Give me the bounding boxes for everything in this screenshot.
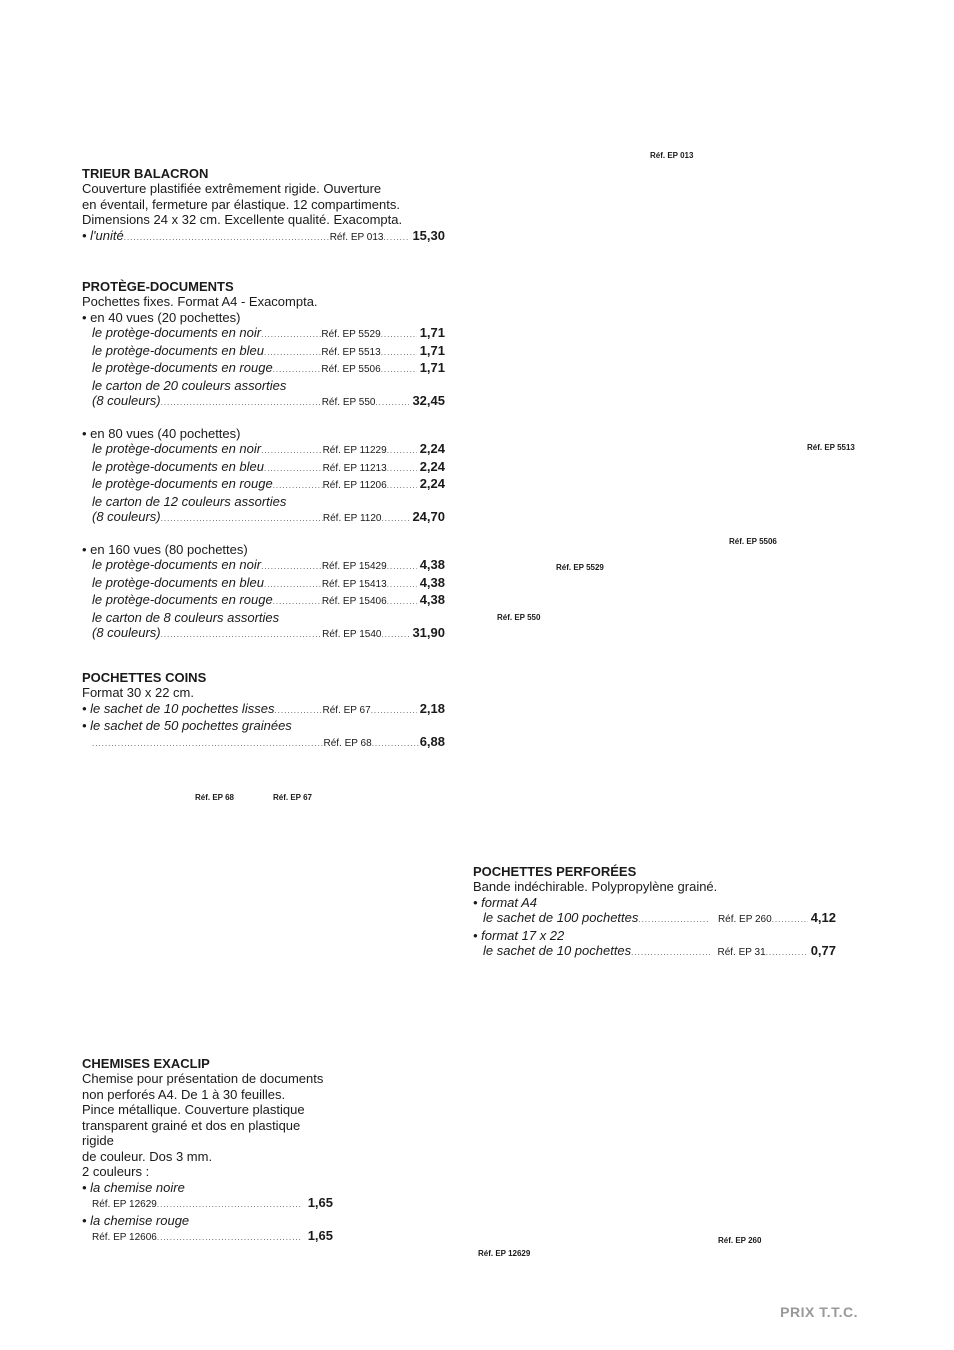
item-price: 0,77 bbox=[810, 943, 836, 958]
price-line bbox=[82, 1228, 333, 1246]
carton-label: le carton de 20 couleurs assorties bbox=[92, 377, 287, 393]
leader-dots bbox=[161, 627, 323, 643]
item-ref: Réf. EP 013 bbox=[329, 231, 384, 243]
footer-price-note: PRIX T.T.C. bbox=[780, 1304, 858, 1320]
trieur-desc-2: en éventail, fermeture par élastique. 12 compartiments. bbox=[82, 196, 400, 212]
leader-dots bbox=[273, 362, 322, 378]
leader-dots bbox=[387, 443, 417, 459]
item-price: 1,65 bbox=[307, 1195, 333, 1210]
perforees-desc: Bande indéchirable. Polypropylène grainé. bbox=[473, 879, 718, 894]
leader-dots bbox=[387, 478, 417, 494]
item-price: 2,24 bbox=[419, 441, 445, 456]
format-heading: • format 17 x 22 bbox=[473, 927, 565, 943]
leader-dots bbox=[264, 345, 321, 361]
leader-dots bbox=[772, 912, 808, 928]
image-label-ep550: Réf. EP 550 bbox=[497, 613, 541, 622]
price-line bbox=[82, 625, 445, 643]
leader-dots bbox=[371, 703, 417, 719]
leader-dots bbox=[157, 1230, 301, 1246]
price-line bbox=[82, 393, 445, 411]
item-price: 6,88 bbox=[419, 733, 445, 749]
leader-dots bbox=[381, 627, 409, 643]
item-label: • la chemise rouge bbox=[82, 1212, 190, 1228]
trieur-title: TRIEUR BALACRON bbox=[82, 166, 209, 181]
item-price: 1,65 bbox=[307, 1228, 333, 1243]
price-line bbox=[82, 325, 445, 343]
chemises-title: CHEMISES EXACLIP bbox=[82, 1056, 210, 1071]
item-price: 32,45 bbox=[412, 393, 445, 408]
item-ref: Réf. EP 1540 bbox=[322, 629, 382, 640]
coins-section bbox=[82, 670, 445, 751]
chemises-desc-4: transparent grainé et dos en plastique rigide bbox=[82, 1117, 301, 1148]
item-label: le protège-documents en bleu bbox=[92, 458, 265, 474]
image-label-ep260: Réf. EP 260 bbox=[718, 1236, 762, 1245]
item-label: le sachet de 100 pochettes bbox=[483, 910, 639, 925]
trieur-desc-3: Dimensions 24 x 32 cm. Excellente qualité. Exacompta. bbox=[82, 212, 403, 227]
item-ref: Réf. EP 11206 bbox=[322, 480, 387, 491]
item-price: 2,18 bbox=[419, 700, 445, 716]
item-label: le sachet de 10 pochettes bbox=[483, 943, 632, 958]
leader-dots bbox=[261, 443, 322, 459]
image-label-ep67: Réf. EP 67 bbox=[273, 793, 312, 802]
price-line bbox=[473, 943, 836, 961]
image-label-ep68: Réf. EP 68 bbox=[195, 793, 234, 802]
leader-dots bbox=[381, 511, 409, 527]
price-line bbox=[82, 509, 445, 527]
chemises-desc-2: non perforés A4. De 1 à 30 feuilles. bbox=[82, 1086, 286, 1102]
leader-dots bbox=[161, 511, 323, 527]
image-label-ep5513: Réf. EP 5513 bbox=[807, 443, 855, 452]
chemises-desc-1: Chemise pour présentation de documents bbox=[82, 1071, 324, 1086]
item-label: le protège-documents en bleu bbox=[92, 574, 265, 590]
item-price: 31,90 bbox=[412, 625, 445, 640]
item-ref: Réf. EP 12629 bbox=[92, 1199, 157, 1210]
item-label: • l'unité bbox=[82, 227, 124, 243]
item-label: (8 couleurs) bbox=[92, 625, 161, 640]
item-ref: Réf. EP 11229 bbox=[322, 445, 387, 456]
protege-title: PROTÈGE-DOCUMENTS bbox=[82, 279, 234, 294]
leader-dots bbox=[264, 461, 323, 477]
protege-section bbox=[82, 279, 445, 643]
item-ref: Réf. EP 5513 bbox=[321, 346, 381, 358]
item-label: le protège-documents en rouge bbox=[92, 592, 273, 607]
image-label-ep5506: Réf. EP 5506 bbox=[729, 537, 777, 546]
leader-dots bbox=[124, 230, 330, 246]
item-ref: Réf. EP 68 bbox=[323, 737, 372, 749]
carton-label: le carton de 12 couleurs assorties bbox=[92, 493, 287, 509]
leader-dots bbox=[381, 345, 417, 361]
price-line bbox=[82, 360, 445, 378]
item-price: 1,71 bbox=[419, 342, 445, 358]
item-ref: Réf. EP 5529 bbox=[321, 329, 381, 340]
leader-dots bbox=[631, 945, 709, 961]
coins-desc: Format 30 x 22 cm. bbox=[82, 685, 194, 700]
leader-dots bbox=[274, 703, 322, 719]
price-line bbox=[82, 592, 445, 610]
leader-dots bbox=[157, 1197, 301, 1213]
item-ref: Réf. EP 15413 bbox=[321, 578, 387, 590]
item-label: le protège-documents en bleu bbox=[92, 342, 265, 358]
price-line bbox=[82, 734, 445, 752]
price-line bbox=[82, 343, 445, 361]
chemises-section bbox=[82, 1056, 333, 1246]
leader-dots bbox=[375, 395, 409, 411]
price-line bbox=[82, 476, 445, 494]
item-label: le protège-documents en noir bbox=[92, 325, 262, 340]
leader-dots bbox=[387, 577, 417, 593]
leader-dots bbox=[264, 577, 322, 593]
item-price: 2,24 bbox=[419, 458, 445, 474]
group-heading: • en 160 vues (80 pochettes) bbox=[82, 541, 248, 557]
price-line bbox=[82, 1195, 333, 1213]
leader-dots bbox=[387, 594, 417, 610]
price-line bbox=[82, 557, 445, 575]
item-ref: Réf. EP 67 bbox=[322, 704, 371, 716]
price-line bbox=[82, 575, 445, 593]
coins-title: POCHETTES COINS bbox=[82, 670, 207, 685]
perforees-section bbox=[473, 864, 836, 961]
item-ref: Réf. EP 11213 bbox=[322, 462, 387, 474]
image-label-ep12629: Réf. EP 12629 bbox=[478, 1249, 531, 1258]
item-price: 4,38 bbox=[419, 557, 445, 572]
item-label: (8 couleurs) bbox=[92, 393, 161, 408]
item-label: • le sachet de 50 pochettes grainées bbox=[82, 718, 292, 733]
protege-group-160 bbox=[82, 542, 445, 643]
item-price: 2,24 bbox=[419, 476, 445, 491]
item-ref: Réf. EP 5506 bbox=[321, 364, 381, 375]
image-label-ep5529: Réf. EP 5529 bbox=[556, 563, 604, 572]
item-label: le protège-documents en noir bbox=[92, 557, 262, 572]
leader-dots bbox=[387, 461, 417, 477]
item-ref: Réf. EP 15406 bbox=[321, 596, 387, 607]
leader-dots bbox=[92, 736, 324, 752]
trieur-desc-1: Couverture plastifiée extrêmement rigide. Ouverture bbox=[82, 181, 382, 196]
item-label: • le sachet de 10 pochettes lisses bbox=[82, 700, 275, 716]
chemises-desc-6: 2 couleurs : bbox=[82, 1164, 150, 1179]
item-price: 4,38 bbox=[419, 574, 445, 590]
item-price: 1,71 bbox=[419, 325, 445, 340]
leader-dots bbox=[261, 327, 321, 343]
leader-dots bbox=[273, 594, 322, 610]
price-line bbox=[82, 441, 445, 459]
trieur-section bbox=[82, 166, 445, 245]
item-label: (8 couleurs) bbox=[92, 509, 161, 524]
price-line bbox=[473, 910, 836, 928]
item-ref: Réf. EP 550 bbox=[321, 397, 376, 408]
item-price: 15,30 bbox=[412, 227, 445, 243]
item-label: le protège-documents en rouge bbox=[92, 476, 273, 491]
leader-dots bbox=[766, 945, 808, 961]
item-price: 24,70 bbox=[412, 509, 445, 524]
price-line bbox=[82, 459, 445, 477]
leader-dots bbox=[381, 327, 417, 343]
price-line bbox=[82, 701, 445, 719]
price-line bbox=[82, 228, 445, 246]
protege-group-40 bbox=[82, 310, 445, 411]
leader-dots bbox=[372, 736, 420, 752]
format-heading: • format A4 bbox=[473, 894, 538, 910]
chemises-desc-5: de couleur. Dos 3 mm. bbox=[82, 1148, 213, 1164]
leader-dots bbox=[261, 559, 322, 575]
item-ref: Réf. EP 12606 bbox=[92, 1232, 157, 1243]
item-ref: Réf. EP 31 bbox=[717, 947, 766, 958]
group-heading: • en 80 vues (40 pochettes) bbox=[82, 425, 241, 441]
leader-dots bbox=[383, 230, 409, 246]
leader-dots bbox=[273, 478, 323, 494]
chemises-desc-3: Pince métallique. Couverture plastique bbox=[82, 1102, 305, 1117]
group-heading: • en 40 vues (20 pochettes) bbox=[82, 309, 241, 325]
protege-group-80 bbox=[82, 426, 445, 527]
item-label: le protège-documents en rouge bbox=[92, 360, 273, 375]
perforees-title: POCHETTES PERFORÉES bbox=[473, 864, 637, 879]
leader-dots bbox=[638, 912, 710, 928]
item-price: 1,71 bbox=[419, 360, 445, 375]
item-price: 4,12 bbox=[810, 910, 836, 925]
item-ref: Réf. EP 15429 bbox=[321, 561, 387, 572]
item-ref: Réf. EP 1120 bbox=[322, 513, 382, 524]
leader-dots bbox=[387, 559, 417, 575]
protege-desc: Pochettes fixes. Format A4 - Exacompta. bbox=[82, 294, 318, 309]
item-label: • la chemise noire bbox=[82, 1179, 185, 1195]
leader-dots bbox=[381, 362, 417, 378]
image-label-ep013: Réf. EP 013 bbox=[650, 151, 694, 160]
item-ref: Réf. EP 260 bbox=[717, 914, 772, 925]
carton-label: le carton de 8 couleurs assorties bbox=[92, 609, 280, 625]
leader-dots bbox=[161, 395, 322, 411]
item-label: le protège-documents en noir bbox=[92, 441, 262, 456]
item-price: 4,38 bbox=[419, 592, 445, 607]
